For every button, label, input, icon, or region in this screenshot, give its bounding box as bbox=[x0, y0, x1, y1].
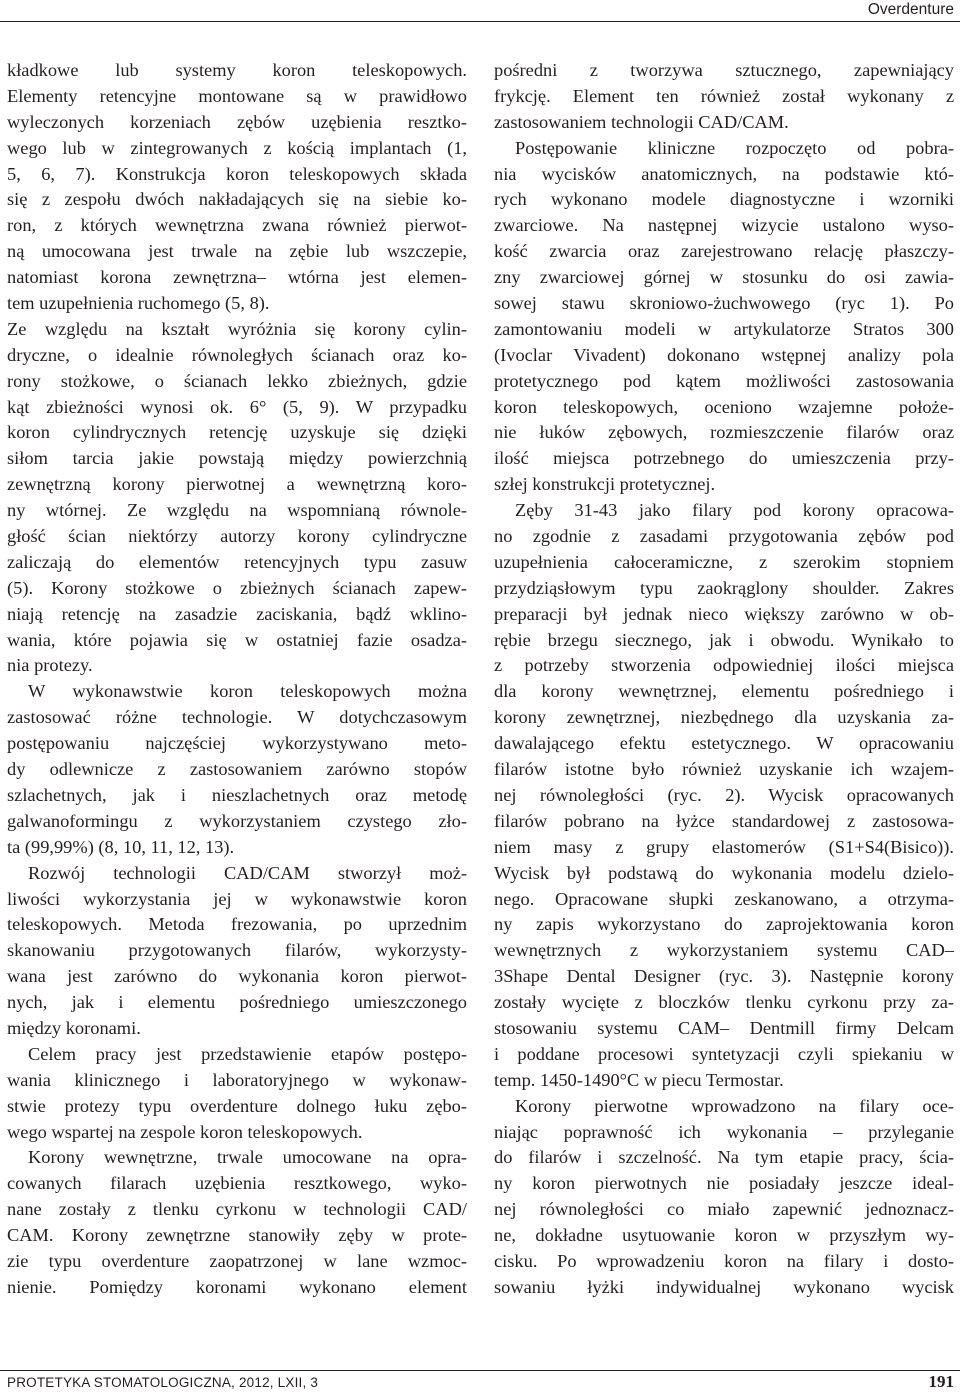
text-line: uzupełnienia całoceramiczne, z szerokim stopniem bbox=[494, 551, 954, 572]
text-line: między koronami. bbox=[7, 1017, 141, 1038]
text-line: skanowaniu przygotowanych filarów, wykorzysty- bbox=[7, 940, 467, 961]
text-line: nej równoległości co miało zapewnić jednoznacz- bbox=[494, 1199, 954, 1220]
text-line: wania, które pojawia się w ostatniej fazie osadza- bbox=[7, 629, 467, 650]
text-line: wania klinicznego i laboratoryjnego w wykonaw- bbox=[7, 1069, 467, 1090]
text-line: z potrzeby stworzenia odpowiedniej ilości miejsca bbox=[494, 655, 954, 676]
text-line: nia wycisków anatomicznych, na podstawie któ- bbox=[494, 163, 954, 184]
text-line: rony stożkowe, o ścianach lekko zbieżnych, gdzie bbox=[7, 370, 467, 391]
text-line: zewnętrzną korony pierwotnej a wewnętrzną koro- bbox=[7, 474, 467, 495]
text-line: koron cylindrycznych retencję uzyskuje się dzięki bbox=[7, 422, 467, 443]
text-line: Korony wewnętrzne, trwale umocowane na opra- bbox=[28, 1147, 467, 1168]
text-line: wego lub w zintegrowanych z kością implantach (1, bbox=[7, 137, 467, 158]
text-line: szłej konstrukcji protetycznej. bbox=[494, 474, 716, 495]
text-line: nie łuków zębowych, rozmieszczenie filarów oraz bbox=[494, 422, 954, 443]
text-line: galwanoformingu z wykorzystaniem czystego zło- bbox=[7, 810, 467, 831]
text-line: Ze względu na kształt wyróżnia się korony cylin- bbox=[7, 318, 467, 339]
text-line: Celem pracy jest przedstawienie etapów postępo- bbox=[28, 1043, 467, 1064]
text-line: stosowaniu systemu CAM– Dentmill firmy Delcam bbox=[494, 1017, 954, 1038]
text-line: sowej stawu skroniowo-żuchwowego (ryc 1). Po bbox=[494, 293, 954, 314]
text-line: zostały wycięte z bloczków tlenku cyrkonu przy za- bbox=[494, 992, 954, 1013]
text-line: nej równoległości (ryc. 2). Wycisk opracowanych bbox=[494, 784, 954, 805]
text-line: (Ivoclar Vivadent) dokonano wstępnej analizy pola bbox=[494, 344, 954, 365]
text-line: ną umocowana jest trwale na zębie lub wszczepie, bbox=[7, 241, 467, 262]
text-line: 5, 6, 7). Konstrukcja koron teleskopowych składa bbox=[7, 163, 467, 184]
text-line: koron teleskopowych, oceniono wzajemne położe- bbox=[494, 396, 954, 417]
text-line: zastosowaniem technologii CAD/CAM. bbox=[494, 111, 789, 132]
text-line: zaliczają do elementów retencyjnych typu zasuw bbox=[7, 551, 467, 572]
text-line: nia protezy. bbox=[7, 655, 93, 676]
text-line: dryczne, o idealnie równoległych ścianach oraz ko- bbox=[7, 344, 467, 365]
text-line: teleskopowych. Metoda frezowania, po uprzednim bbox=[7, 914, 467, 935]
text-line: niając poprawność ich wykonania – przyleganie bbox=[494, 1121, 954, 1142]
text-line: nego. Opracowane słupki zeskanowano, a otrzyma- bbox=[494, 888, 954, 909]
text-line: zny zwarciowej górnej w stosunku do osi zawia- bbox=[494, 267, 954, 288]
footer-rule bbox=[0, 1370, 960, 1371]
text-line: przydziąsłowym typu zaokrąglony shoulder. Zakres bbox=[494, 577, 954, 598]
text-line: Wycisk był podstawą do wykonania modelu dzielo- bbox=[494, 862, 954, 883]
text-line: preparacji był jednak nieco większy zarówno w ob- bbox=[494, 603, 954, 624]
text-line: dy odlewnicze z zastosowaniem zarówno stopów bbox=[7, 759, 467, 780]
text-line: rębie brzegu siecznego, jak i obwodu. Wynikało to bbox=[494, 629, 954, 650]
text-line: frykcję. Element ten również został wykonany z bbox=[494, 85, 954, 106]
text-line: natomiast korona zewnętrzna– wtórna jest elemen- bbox=[7, 267, 467, 288]
text-line: CAM. Korony zewnętrzne stanowiły zęby w prote- bbox=[7, 1225, 467, 1246]
text-line: wego wspartej na zespole koron teleskopowych. bbox=[7, 1121, 363, 1142]
text-line: zastosować różne technologie. W dotychczasowym bbox=[7, 707, 467, 728]
text-line: się z zespołu dwóch nakładających się na siebie ko- bbox=[7, 189, 467, 210]
text-line: Elementy retencyjne montowane są w prawidłowo bbox=[7, 85, 467, 106]
text-line: (5). Korony stożkowe o zbieżnych ścianach zapew- bbox=[7, 577, 467, 598]
text-line: cowanych filarach uzębienia resztkowego, wyko- bbox=[7, 1173, 467, 1194]
text-line: do filarów i szczelność. Na tym etapie pracy, ścia- bbox=[494, 1147, 954, 1168]
text-line: postępowaniu najczęściej wykorzystywano meto- bbox=[7, 733, 467, 754]
text-line: Korony pierwotne wprowadzono na filary oce- bbox=[515, 1095, 954, 1116]
page-footer bbox=[0, 1370, 960, 1395]
text-line: Postępowanie kliniczne rozpoczęto od pobra- bbox=[515, 137, 954, 158]
text-line: wana jest zarówno do wykonania koron pierwot- bbox=[7, 966, 467, 987]
text-line: siłom tarcia jakie powstają między powierzchnią bbox=[7, 448, 467, 469]
page-header bbox=[0, 0, 960, 22]
text-line: kość zwarcia oraz zarejestrowano relację płaszczy- bbox=[494, 241, 954, 262]
text-line: dla korony wewnętrznej, elementu pośredniego i bbox=[494, 681, 954, 702]
text-line: 3Shape Dental Designer (ryc. 3). Następnie korony bbox=[494, 966, 954, 987]
text-line: sowaniu łyżki indywidualnej wykonano wycisk bbox=[494, 1276, 954, 1297]
text-line: niają retencję na zasadzie zaciskania, bądź wklino- bbox=[7, 603, 467, 624]
text-line: tem uzupełnienia ruchomego (5, 8). bbox=[7, 293, 270, 314]
text-line: cisku. Po wprowadzeniu koron na filary i dosto- bbox=[494, 1250, 954, 1271]
text-line: ny wtórnej. Ze względu na wspomnianą równole- bbox=[7, 500, 467, 521]
text-line: głość ścian niektórzy autorzy korony cylindryczne bbox=[7, 526, 467, 547]
text-line: pośredni z tworzywa sztucznego, zapewniający bbox=[494, 60, 954, 80]
page-number: 191 bbox=[928, 1372, 954, 1391]
text-line: ta (99,99%) (8, 10, 11, 12, 13). bbox=[7, 836, 235, 857]
text-line: nych, jak i elementu pośredniego umieszczonego bbox=[7, 992, 467, 1013]
right-text-column bbox=[494, 58, 954, 1301]
text-line: szlachetnych, jak i nieszlachetnych oraz metodę bbox=[7, 784, 467, 805]
text-line: dawalającego efektu estetycznego. W opracowaniu bbox=[494, 733, 954, 754]
text-line: rych wykonano modele diagnostyczne i wzorniki bbox=[494, 189, 954, 210]
text-line: ny zapis wykorzystano do zaprojektowania koron bbox=[494, 914, 954, 935]
text-line: liwości wykorzystania jej w wykonawstwie koron bbox=[7, 888, 467, 909]
text-line: Rozwój technologii CAD/CAM stworzył moż- bbox=[28, 862, 467, 883]
text-line: filarów istotne było również uzyskanie ich wzajem- bbox=[494, 759, 954, 780]
text-line: ny koron pierwotnych nie posiadały jeszcze ideal- bbox=[494, 1173, 954, 1194]
journal-citation: PROTETYKA STOMATOLOGICZNA, 2012, LXII, 3 bbox=[7, 1375, 319, 1390]
text-line: nienie. Pomiędzy koronami wykonano element bbox=[7, 1276, 467, 1297]
text-line: zwarciowe. Na następnej wizycie ustalono wyso- bbox=[494, 215, 954, 236]
text-line: ron, z których wewnętrzna zwana również pierwot- bbox=[7, 215, 467, 236]
text-line: filarów pobrano na łyżce standardowej z zastosowa- bbox=[494, 810, 954, 831]
text-line: ilość miejsca potrzebnego do umieszczenia przy- bbox=[494, 448, 954, 469]
text-line: nane zostały z tlenku cyrkonu w technologii CAD/ bbox=[7, 1199, 467, 1220]
text-line: kładkowe lub systemy koron teleskopowych. bbox=[7, 60, 467, 80]
text-line: stwie protezy typu overdenture dolnego łuku zębo- bbox=[7, 1095, 467, 1116]
text-line: zie typu overdenture zaopatrzonej w lane wzmoc- bbox=[7, 1250, 467, 1271]
running-header-title: Overdenture bbox=[867, 1, 954, 18]
text-line: korony zewnętrznej, niezbędnego dla uzyskania za- bbox=[494, 707, 954, 728]
text-line: protetycznego pod kątem możliwości zastosowania bbox=[494, 370, 954, 391]
text-line: ne, dokładne usytuowanie koron w przyszłym wy- bbox=[494, 1225, 954, 1246]
text-line: Zęby 31-43 jako filary pod korony opracowa- bbox=[515, 500, 954, 521]
text-line: i poddane procesowi syntetyzacji czyli spiekaniu w bbox=[494, 1043, 954, 1064]
text-line: kąt zbieżności wynosi ok. 6° (5, 9). W przypadku bbox=[7, 396, 467, 417]
text-line: temp. 1450-1490°C w piecu Termostar. bbox=[494, 1069, 784, 1090]
text-line: zamontowaniu modeli w artykulatorze Stratos 300 bbox=[494, 318, 954, 339]
text-line: wyleczonych korzeniach zębów uzębienia resztko- bbox=[7, 111, 467, 132]
text-line: niem masy z grupy elastomerów (S1+S4(Bisico)). bbox=[494, 836, 954, 857]
text-line: W wykonawstwie koron teleskopowych można bbox=[28, 681, 467, 702]
left-text-column bbox=[7, 58, 467, 1301]
text-line: no zgodnie z zasadami przygotowania zębów pod bbox=[494, 526, 954, 547]
header-rule bbox=[0, 21, 960, 22]
text-line: wewnętrznych z wykorzystaniem systemu CAD– bbox=[494, 940, 954, 961]
